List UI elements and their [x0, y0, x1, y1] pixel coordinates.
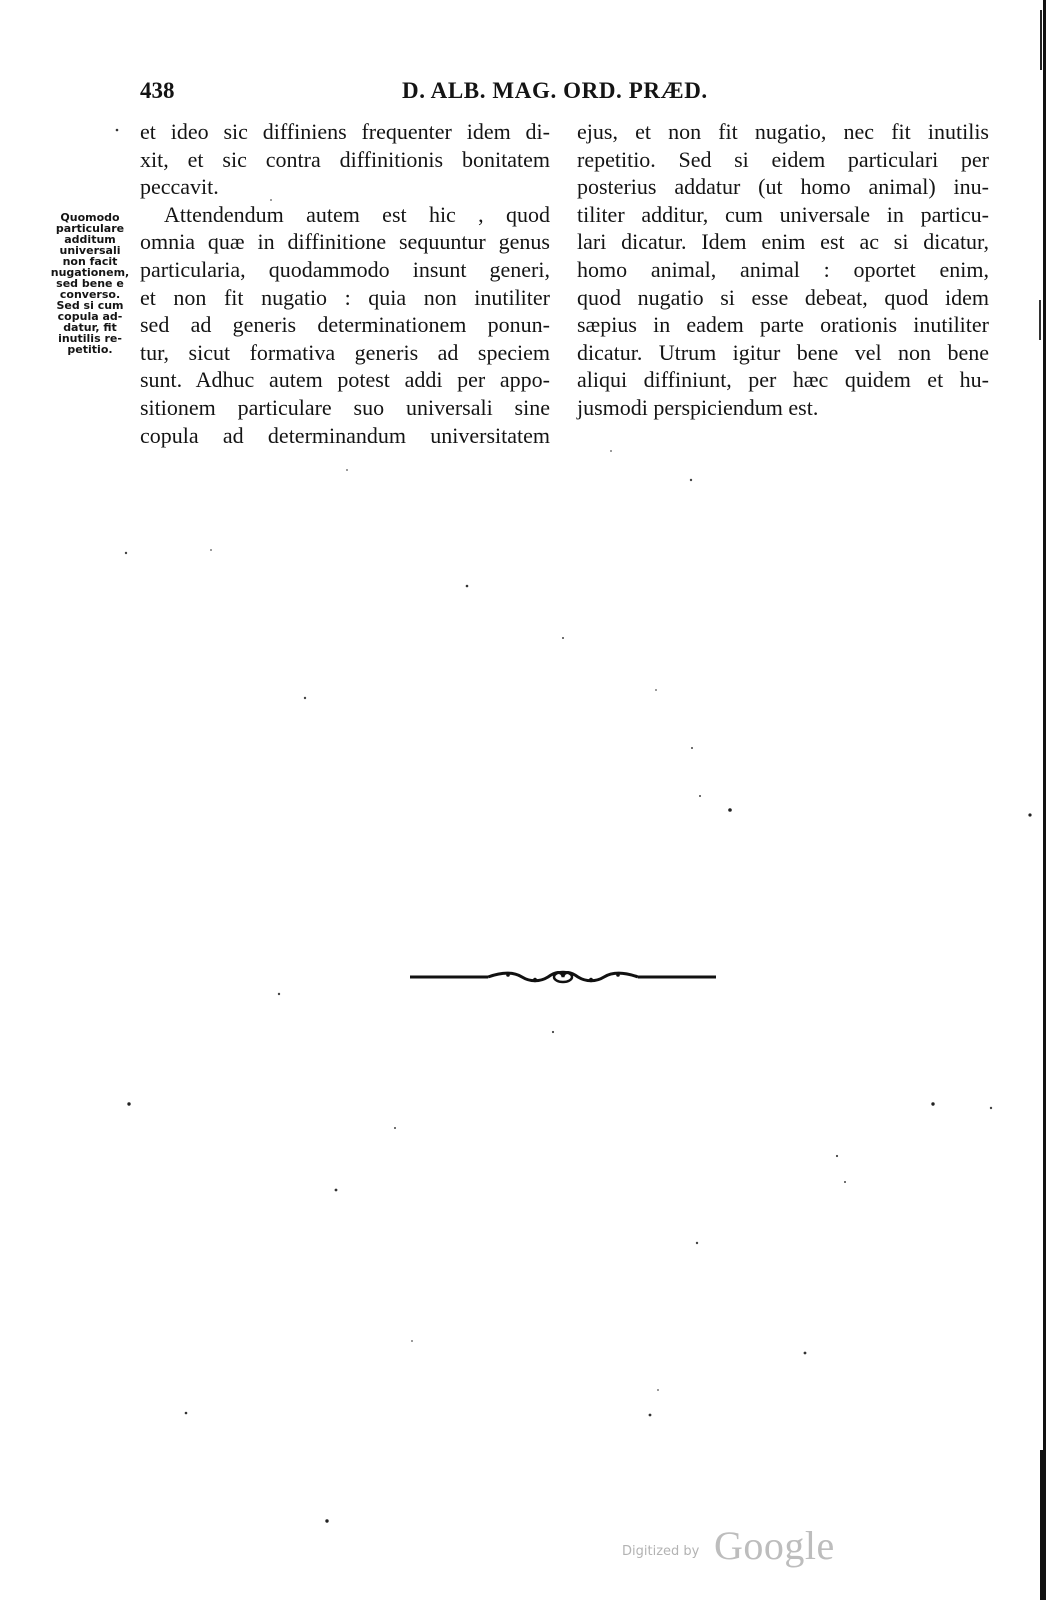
text-line: sed ad generis determinationem ponun-	[140, 312, 550, 338]
page-edge-icon	[1038, 0, 1046, 1600]
marginal-note-line: copula ad-	[57, 310, 123, 323]
text-line: posterius addatur (ut homo animal) inu-	[577, 174, 989, 200]
text-line: peccavit.	[140, 174, 219, 200]
digitized-watermark	[622, 1522, 852, 1572]
text-line: et non fit nugatio : quia non inutiliter	[140, 284, 550, 310]
marginal-note-line: non facit	[62, 255, 118, 268]
text-line: dicatur. Utrum igitur bene vel non bene	[577, 339, 989, 365]
text-line: lari dicatur. Idem enim est ac si dicatur,	[577, 229, 989, 255]
text-line: sunt. Adhuc autem potest addi per appo-	[140, 367, 550, 393]
text-line: sitionem particulare suo universali sine	[140, 394, 550, 420]
text-line: tiliter additur, cum universale in particu-	[577, 201, 989, 227]
text-line: quod nugatio si esse debeat, quod idem	[577, 284, 989, 310]
text-line: Attendendum autem est hic , quod	[164, 201, 550, 227]
text-line: omnia quæ in diffinitione sequuntur genus	[140, 229, 550, 255]
marginal-note-line: datur, fit	[63, 321, 117, 334]
marginal-note-line: converso.	[59, 288, 121, 301]
text-line: homo animal, animal : oportet enim,	[577, 256, 989, 282]
marginal-note-line: nugationem,	[50, 266, 130, 279]
running-title: D. ALB. MAG. ORD. PRÆD.	[402, 78, 708, 103]
text-line: ejus, et non fit nugatio, nec fit inutilis	[577, 119, 989, 144]
marginal-note-line: Quomodo	[60, 211, 120, 224]
text-line: tur, sicut formativa generis ad speciem	[140, 339, 550, 365]
text-line: jusmodi perspiciendum est.	[577, 394, 819, 420]
marginal-note-line: petitio.	[67, 343, 113, 356]
text-line: xit, et sic contra diffinitionis bonitatem	[140, 146, 550, 172]
watermark-prefix: Digitized by	[622, 1544, 700, 1559]
page-number: 438	[140, 78, 175, 103]
text-line: sæpius in eadem parte orationis inutiliter	[577, 312, 989, 338]
marginal-note-line: sed bene e	[56, 277, 124, 290]
text-line: aliqui diffiniunt, per hæc quidem et hu-	[577, 367, 989, 393]
text-line: particularia, quodammodo insunt generi,	[140, 256, 550, 282]
marginal-note-line: additum	[64, 233, 116, 246]
text-line: repetitio. Sed si eidem particulari per	[577, 146, 989, 172]
marginal-note-line: universali	[59, 244, 121, 257]
text-line: copula ad determinandum universitatem	[140, 422, 550, 448]
text-line: et ideo sic diffiniens frequenter idem di-	[140, 119, 550, 144]
marginal-note-line: inutilis re-	[58, 332, 122, 345]
marginal-note-line: particulare	[55, 222, 125, 235]
watermark-brand: Google	[714, 1523, 835, 1568]
marginal-note-line: Sed si cum	[56, 299, 124, 312]
